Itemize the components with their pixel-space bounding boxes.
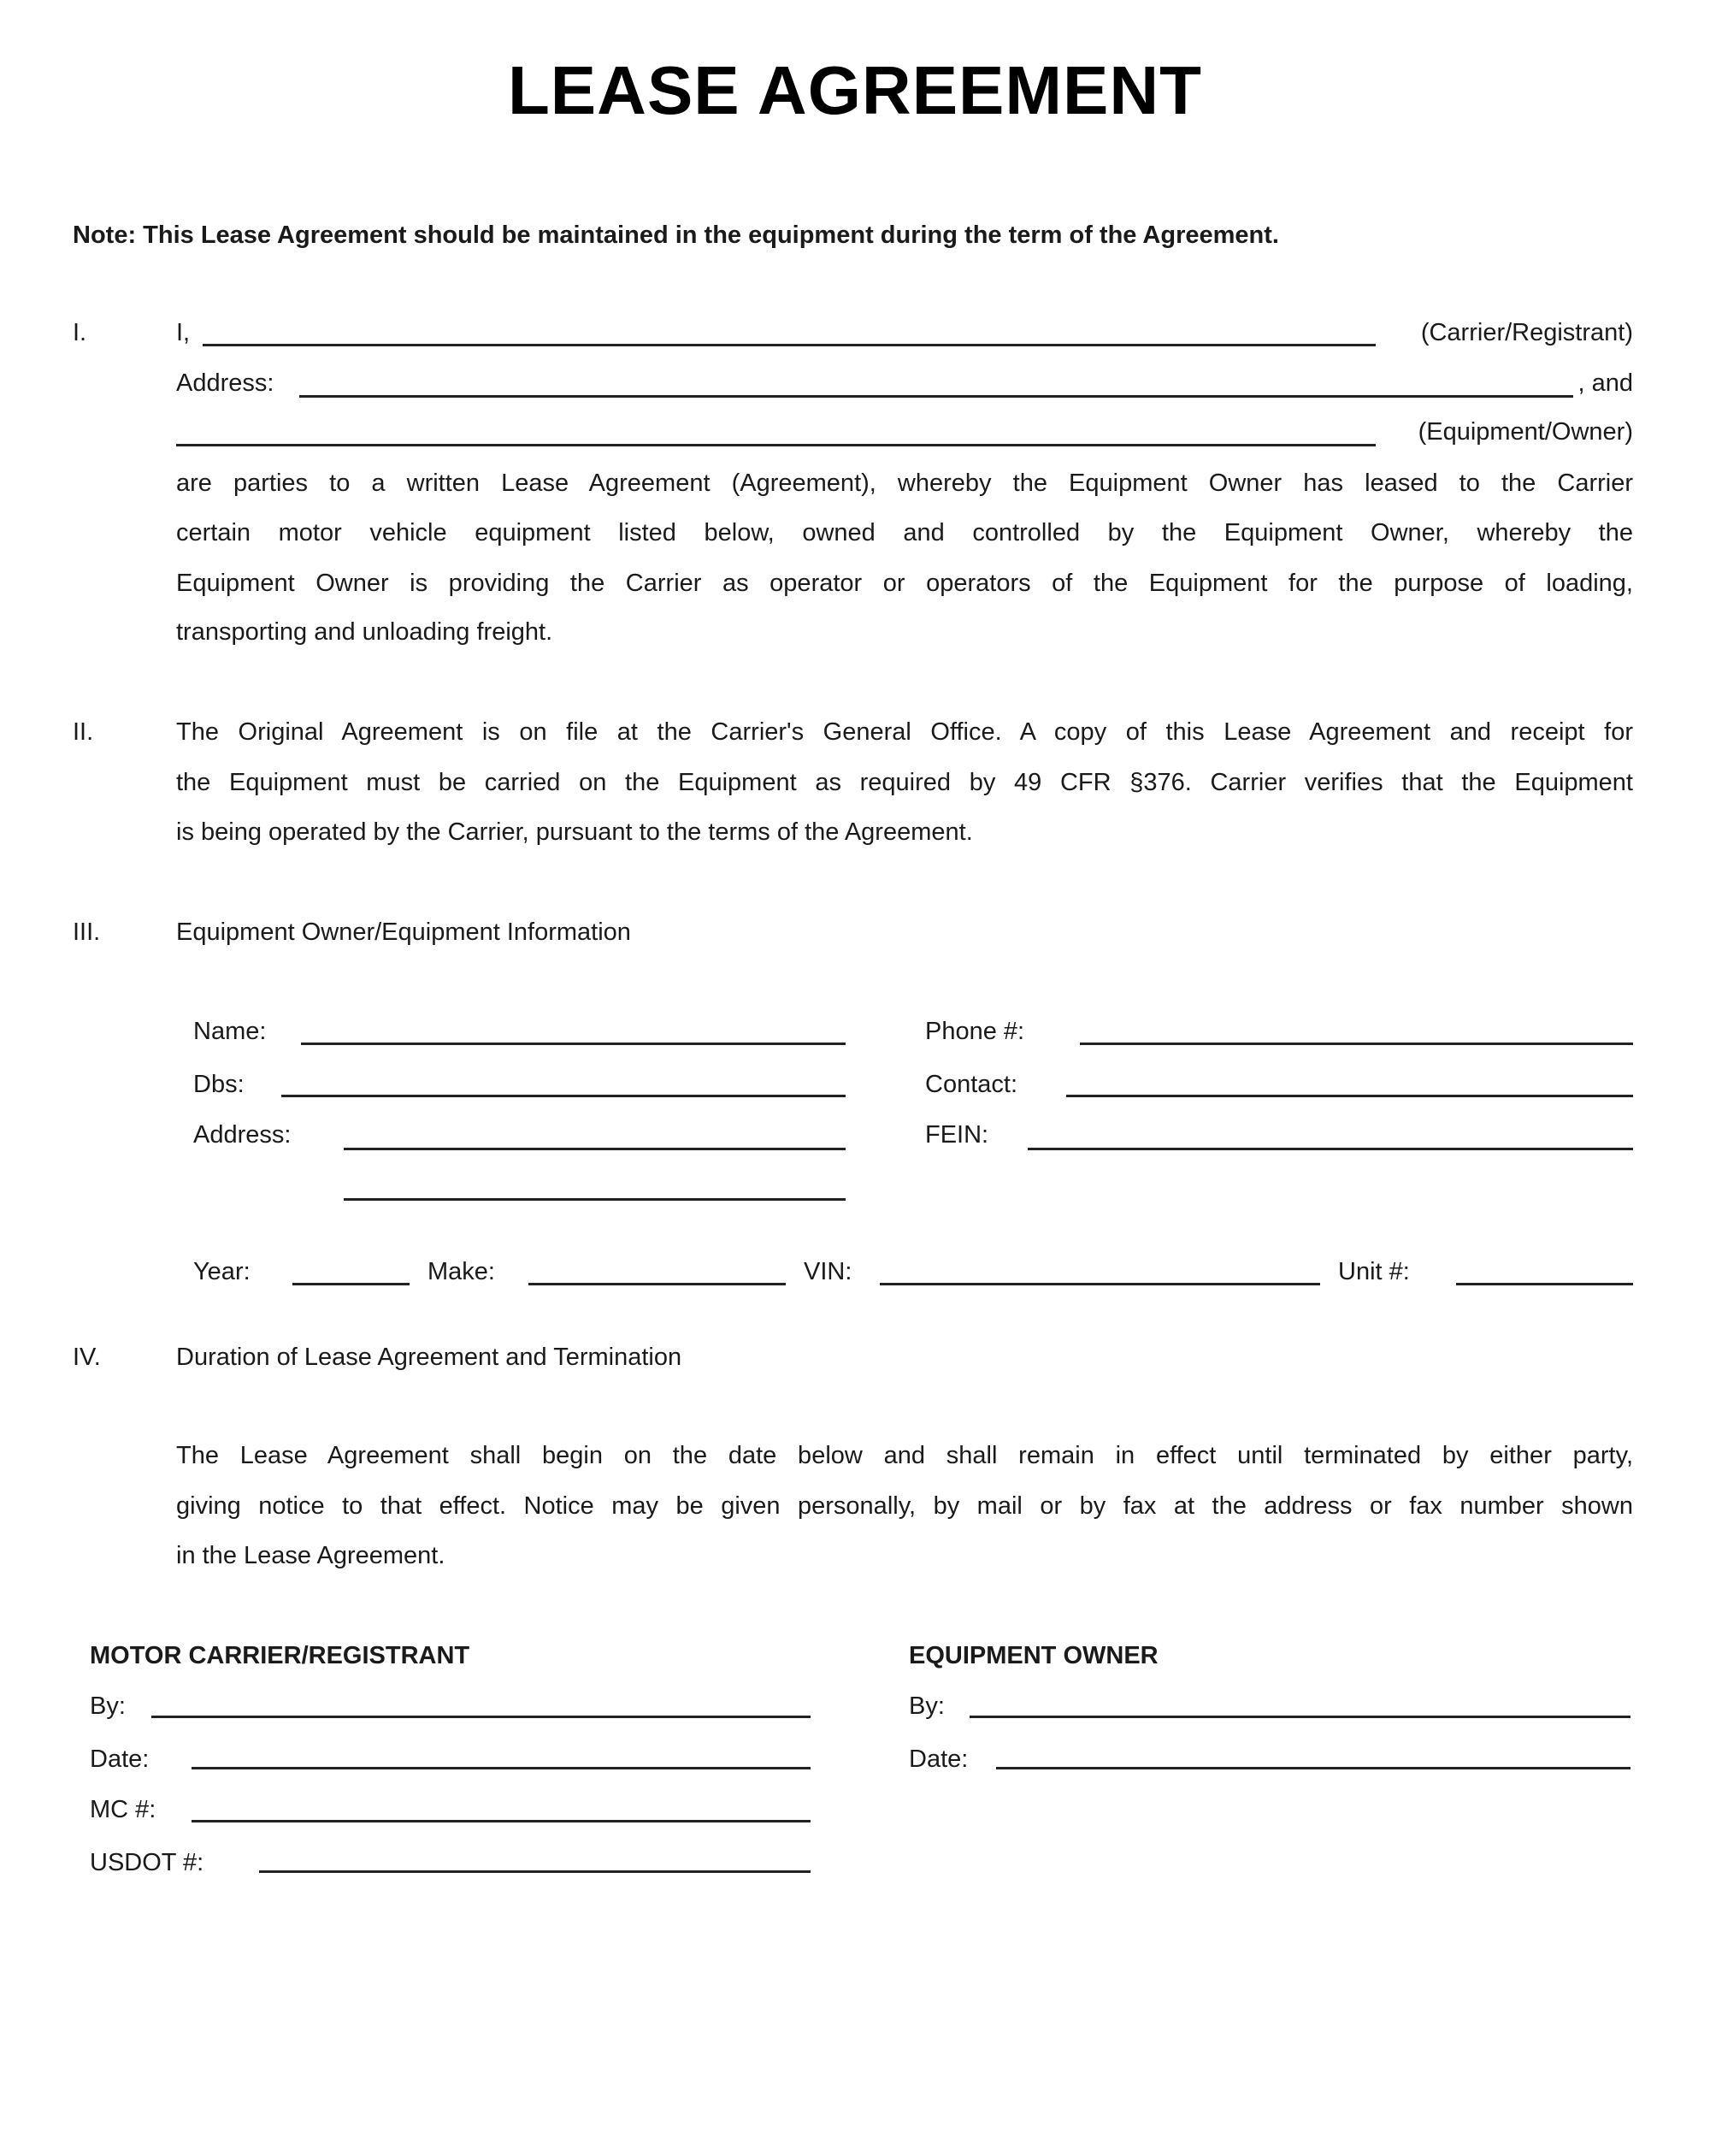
- owner-name-label: Name:: [193, 1018, 267, 1045]
- dbs-label: Dbs:: [193, 1071, 245, 1098]
- dbs-field[interactable]: [281, 1095, 846, 1097]
- document-title: LEASE AGREEMENT: [507, 52, 1203, 128]
- carrier-by-label: By:: [90, 1692, 126, 1720]
- usdot-field[interactable]: [259, 1870, 811, 1873]
- paragraph-line: is being operated by the Carrier, pursuant to the terms of the Agreement.: [176, 818, 973, 846]
- fein-field[interactable]: [1028, 1148, 1633, 1150]
- note-text: Note: This Lease Agreement should be maintained in the equipment during the term of the Agreement.: [73, 222, 1279, 249]
- fein-label: FEIN:: [925, 1121, 989, 1149]
- paragraph-line: The Lease Agreement shall begin on the date below and shall remain in effect until terminated by either party,: [176, 1442, 1633, 1469]
- section-2-numeral: II.: [73, 718, 94, 746]
- carrier-by-field[interactable]: [151, 1716, 811, 1718]
- mc-label: MC #:: [90, 1796, 156, 1823]
- owner-by-label: By:: [909, 1692, 945, 1720]
- owner-signature-heading: EQUIPMENT OWNER: [909, 1642, 1159, 1669]
- owner-date-label: Date:: [909, 1745, 969, 1773]
- section-3-heading: Equipment Owner/Equipment Information: [176, 919, 631, 946]
- paragraph-line: transporting and unloading freight.: [176, 618, 553, 646]
- owner-address-label: Address:: [193, 1121, 292, 1149]
- unit-label: Unit #:: [1338, 1258, 1410, 1285]
- carrier-address-field[interactable]: [299, 395, 1573, 398]
- carrier-name-field[interactable]: [203, 344, 1376, 346]
- section-4-heading: Duration of Lease Agreement and Termination: [176, 1344, 682, 1371]
- paragraph-line: in the Lease Agreement.: [176, 1542, 445, 1569]
- unit-field[interactable]: [1456, 1283, 1633, 1285]
- and-label: , and: [1577, 369, 1633, 397]
- contact-field[interactable]: [1066, 1095, 1633, 1097]
- year-field[interactable]: [292, 1283, 410, 1285]
- section-4-numeral: IV.: [73, 1344, 101, 1371]
- equipment-owner-label: (Equipment/Owner): [1418, 418, 1633, 446]
- address-label: Address:: [176, 369, 274, 397]
- paragraph-line: are parties to a written Lease Agreement (Agreement), whereby the Equipment Owner has leased to the Carrier: [176, 470, 1633, 497]
- owner-by-field[interactable]: [970, 1716, 1630, 1718]
- vin-field[interactable]: [880, 1283, 1320, 1285]
- paragraph-line: The Original Agreement is on file at the Carrier's General Office. A copy of this Lease Agreement and receipt for: [176, 718, 1633, 746]
- mc-field[interactable]: [192, 1820, 811, 1822]
- section-1-numeral: I.: [73, 319, 87, 346]
- phone-field[interactable]: [1080, 1043, 1633, 1045]
- owner-address-field-1[interactable]: [344, 1148, 846, 1150]
- equipment-owner-field[interactable]: [176, 444, 1376, 446]
- usdot-label: USDOT #:: [90, 1849, 204, 1876]
- carrier-date-field[interactable]: [192, 1767, 811, 1769]
- i-label: I,: [176, 319, 191, 346]
- paragraph-line: giving notice to that effect. Notice may be given personally, by mail or by fax at the address or fax number shown: [176, 1492, 1633, 1520]
- carrier-date-label: Date:: [90, 1745, 150, 1773]
- year-label: Year:: [193, 1258, 251, 1285]
- section-3-numeral: III.: [73, 919, 101, 946]
- paragraph-line: certain motor vehicle equipment listed below, owned and controlled by the Equipment Owner, whereby the: [176, 519, 1633, 546]
- make-label: Make:: [428, 1258, 495, 1285]
- contact-label: Contact:: [925, 1071, 1017, 1098]
- owner-address-field-2[interactable]: [344, 1198, 846, 1201]
- carrier-registrant-label: (Carrier/Registrant): [1420, 319, 1633, 346]
- owner-name-field[interactable]: [301, 1043, 846, 1045]
- carrier-signature-heading: MOTOR CARRIER/REGISTRANT: [90, 1642, 470, 1669]
- owner-date-field[interactable]: [996, 1767, 1630, 1769]
- vin-label: VIN:: [804, 1258, 852, 1285]
- paragraph-line: the Equipment must be carried on the Equipment as required by 49 CFR §376. Carrier verifies that the Equipment: [176, 769, 1633, 796]
- paragraph-line: Equipment Owner is providing the Carrier as operator or operators of the Equipment for the purpose of loading,: [176, 570, 1633, 597]
- make-field[interactable]: [528, 1283, 786, 1285]
- phone-label: Phone #:: [925, 1018, 1025, 1045]
